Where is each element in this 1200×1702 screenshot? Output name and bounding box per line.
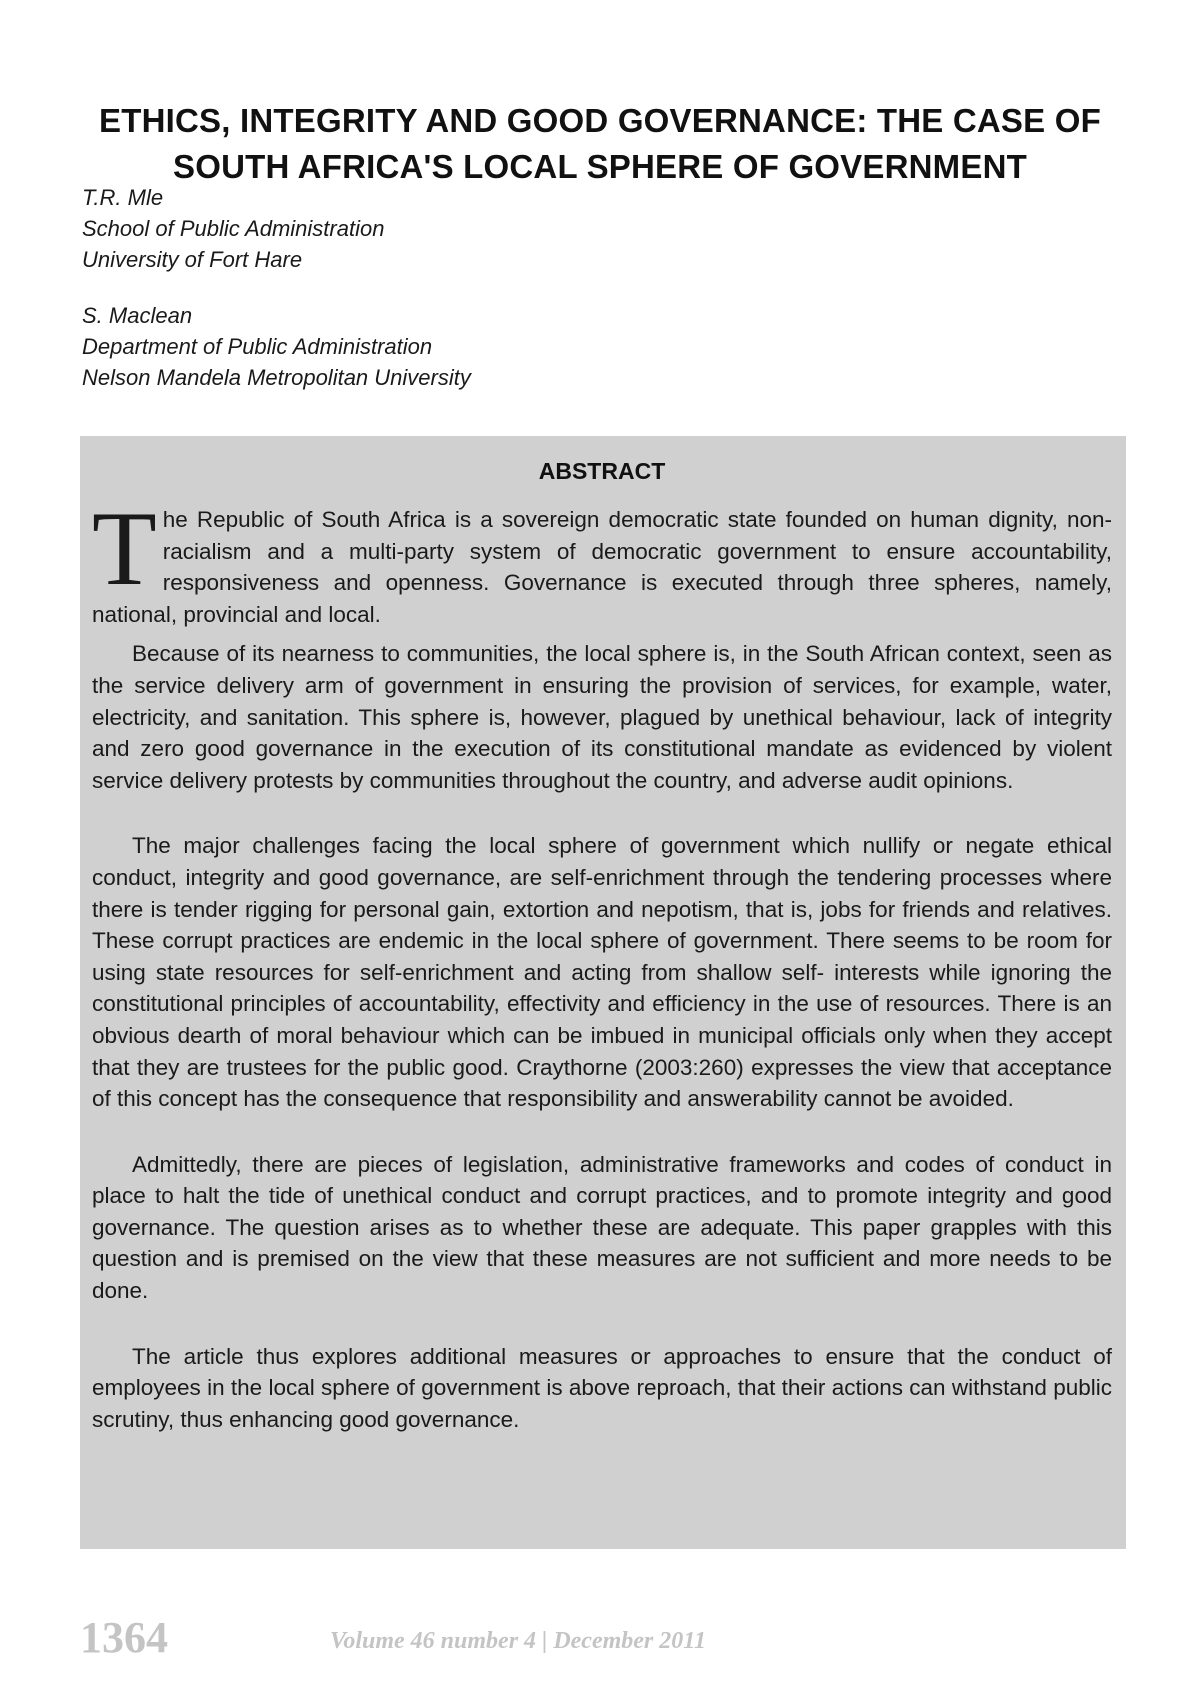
author-name: T.R. Mle — [82, 185, 164, 210]
abstract-paragraph-text: he Republic of South Africa is a sovereign democratic state founded on human dignity, non-racialism and a multi-party system of democratic government to ensure accountability, responsiveness and openness. Governance is executed through three spheres, namely, national, provincial and local. — [92, 507, 1112, 627]
abstract-paragraph: The article thus explores additional measures or approaches to ensure that the conduct of employees in the local sphere of government is above reproach, that their actions can withstand public scrutiny, thus enhancing good governance. — [92, 1343, 1112, 1432]
abstract-heading: ABSTRACT — [538, 458, 666, 484]
author-name: S. Maclean — [82, 303, 193, 328]
journal-issue-info: Volume 46 number 4 | December 2011 — [330, 1628, 706, 1654]
abstract-paragraph: Because of its nearness to communities, the local sphere is, in the South African context, seen as the service delivery arm of government in ensuring the provision of services, for example, water, electricity, and sanitation. This sphere is, however, plagued by unethical behaviour, lack of integrity and zero good governance in the execution of its constitutional mandate as evidenced by violent service delivery protests by communities throughout the country, and adverse audit opinions. — [92, 641, 1112, 793]
drop-cap-letter: T — [92, 490, 157, 607]
author-department: School of Public Administration — [82, 216, 385, 241]
author-institution: University of Fort Hare — [82, 247, 303, 272]
author-block — [82, 300, 782, 393]
page-footer — [80, 1612, 1080, 1672]
paper-title: ETHICS, INTEGRITY AND GOOD GOVERNANCE: THE CASE OF SOUTH AFRICA'S LOCAL SPHERE OF GOVERNMENT — [99, 102, 1101, 186]
abstract-paragraph: The major challenges facing the local sphere of government which nullify or negate ethical conduct, integrity and good governance, are self-enrichment through the tendering processes where there is tender rigging for personal gain, extortion and nepotism, that is, jobs for friends and relatives. These corrupt practices are endemic in the local sphere of government. There seems to be room for using state resources for self-enrichment and acting from shallow self- interests while ignoring the constitutional principles of accountability, effectivity and efficiency in the use of resources. There is an obvious dearth of moral behaviour which can be imbued in municipal officials only when they accept that they are trustees for the public good. Craythorne (2003:260) expresses the view that acceptance of this concept has the consequence that responsibility and answerability cannot be avoided. — [92, 833, 1112, 1112]
abstract-paragraph: Admittedly, there are pieces of legislation, administrative frameworks and codes of conduct in place to halt the tide of unethical conduct and corrupt practices, and to promote integrity and good governance. The question arises as to whether these are adequate. This paper grapples with this question and is premised on the view that these measures are not sufficient and more needs to be done. — [92, 1151, 1112, 1304]
author-institution: Nelson Mandela Metropolitan University — [82, 365, 471, 390]
author-department: Department of Public Administration — [82, 334, 433, 359]
abstract-paragraph — [92, 490, 1112, 630]
page-number: 1364 — [80, 1613, 168, 1662]
author-list — [82, 182, 782, 418]
abstract-box — [80, 436, 1126, 1549]
author-block — [82, 182, 782, 275]
